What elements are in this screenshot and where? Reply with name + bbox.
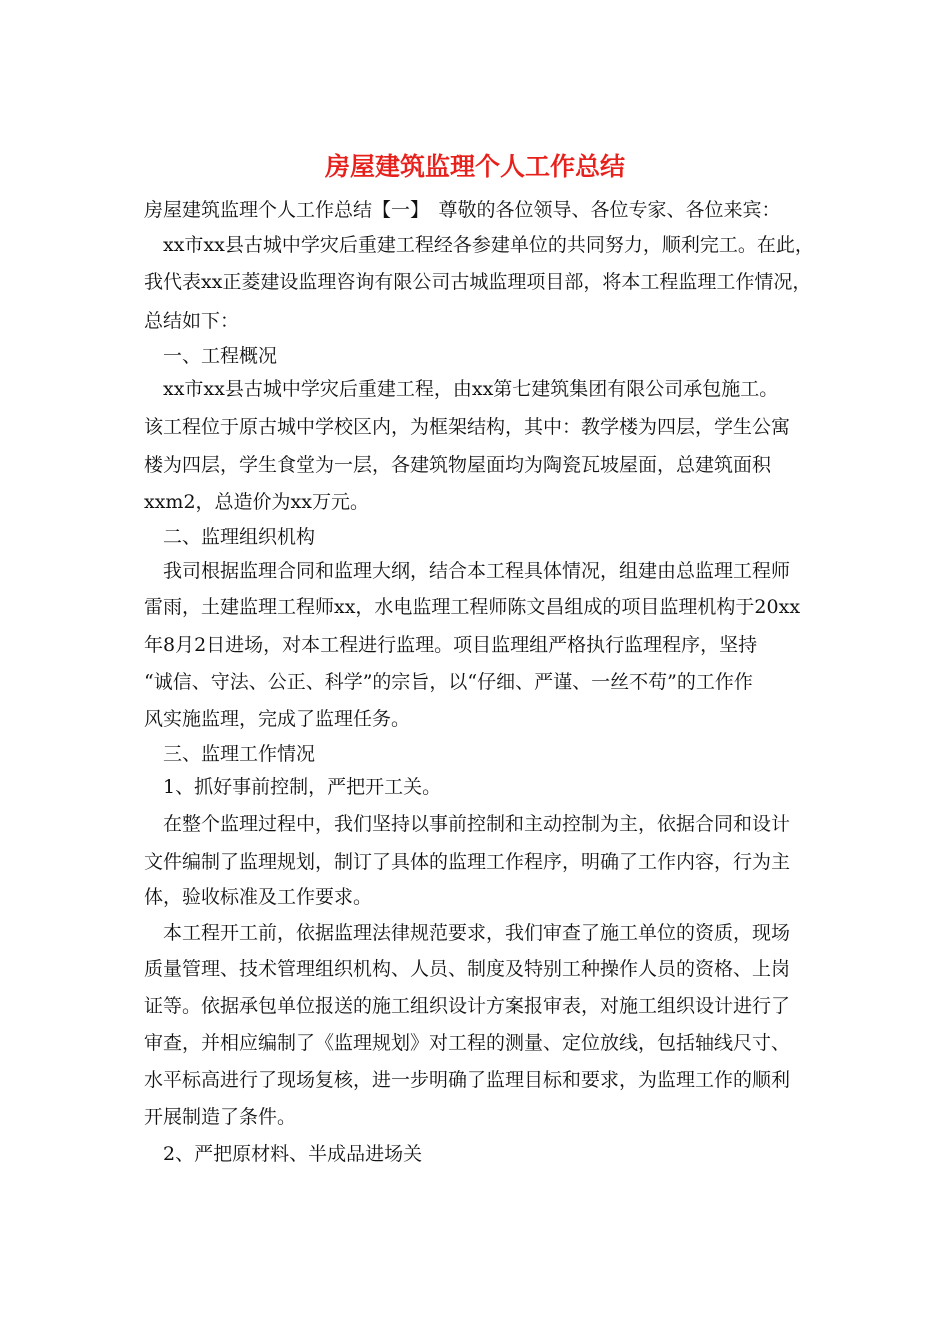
paragraph-line: 该工程位于原古城中学校区内，为框架结构，其中：教学楼为四层，学生公寓 [144, 416, 791, 438]
subsection-heading: 2、严把原材料、半成品进场关 [163, 1143, 423, 1165]
paragraph-line: 审查，并相应编制了《监理规划》对工程的测量、定位放线，包括轴线尺寸、 [144, 1032, 791, 1054]
paragraph-line: 本工程开工前，依据监理法律规范要求，我们审查了施工单位的资质，现场 [163, 922, 791, 944]
paragraph-line: 文件编制了监理规划，制订了具体的监理工作程序，明确了工作内容，行为主 [144, 851, 791, 873]
paragraph-line: xxm2，总造价为xx万元。 [144, 491, 369, 513]
paragraph-line: 雷雨，土建监理工程师xx，水电监理工程师陈文昌组成的项目监理机构于20xx [144, 596, 801, 618]
paragraph-line: xx市xx县古城中学灾后重建工程，由xx第七建筑集团有限公司承包施工。 [163, 378, 779, 400]
paragraph-line: xx市xx县古城中学灾后重建工程经各参建单位的共同努力，顺利完工。在此， [163, 234, 814, 256]
section-heading: 二、监理组织机构 [163, 526, 316, 548]
paragraph-line: 风实施监理，完成了监理任务。 [144, 708, 411, 730]
paragraph-line: 质量管理、技术管理组织机构、人员、制度及特别工种操作人员的资格、上岗 [144, 958, 791, 980]
section-heading: 三、监理工作情况 [163, 743, 316, 765]
paragraph-line: 我代表xx正菱建设监理咨询有限公司古城监理项目部，将本工程监理工作情况， [144, 271, 812, 293]
subsection-heading: 1、抓好事前控制，严把开工关。 [163, 776, 442, 798]
paragraph-line: 房屋建筑监理个人工作总结【一】 尊敬的各位领导、各位专家、各位来宾： [144, 199, 781, 221]
section-heading: 一、工程概况 [163, 345, 278, 367]
paragraph-line: 体，验收标准及工作要求。 [144, 886, 373, 908]
paragraph-line: “诚信、守法、公正、科学”的宗旨，以“仔细、严谨、一丝不苟”的工作作 [144, 671, 753, 693]
paragraph-line: 开展制造了条件。 [144, 1106, 297, 1128]
paragraph-line: 水平标高进行了现场复核，进一步明确了监理目标和要求，为监理工作的顺利 [144, 1069, 791, 1091]
paragraph-line: 我司根据监理合同和监理大纲，结合本工程具体情况，组建由总监理工程师 [163, 560, 791, 582]
paragraph-line: 楼为四层，学生食堂为一层，各建筑物屋面均为陶瓷瓦坡屋面，总建筑面积 [144, 454, 772, 476]
paragraph-line: 年8月2日进场，对本工程进行监理。项目监理组严格执行监理程序，坚持 [144, 634, 758, 656]
paragraph-line: 总结如下： [144, 310, 240, 332]
paragraph-line: 证等。依据承包单位报送的施工组织设计方案报审表，对施工组织设计进行了 [144, 995, 791, 1017]
document-title: 房屋建筑监理个人工作总结 [324, 152, 625, 181]
paragraph-line: 在整个监理过程中，我们坚持以事前控制和主动控制为主，依据合同和设计 [163, 813, 791, 835]
